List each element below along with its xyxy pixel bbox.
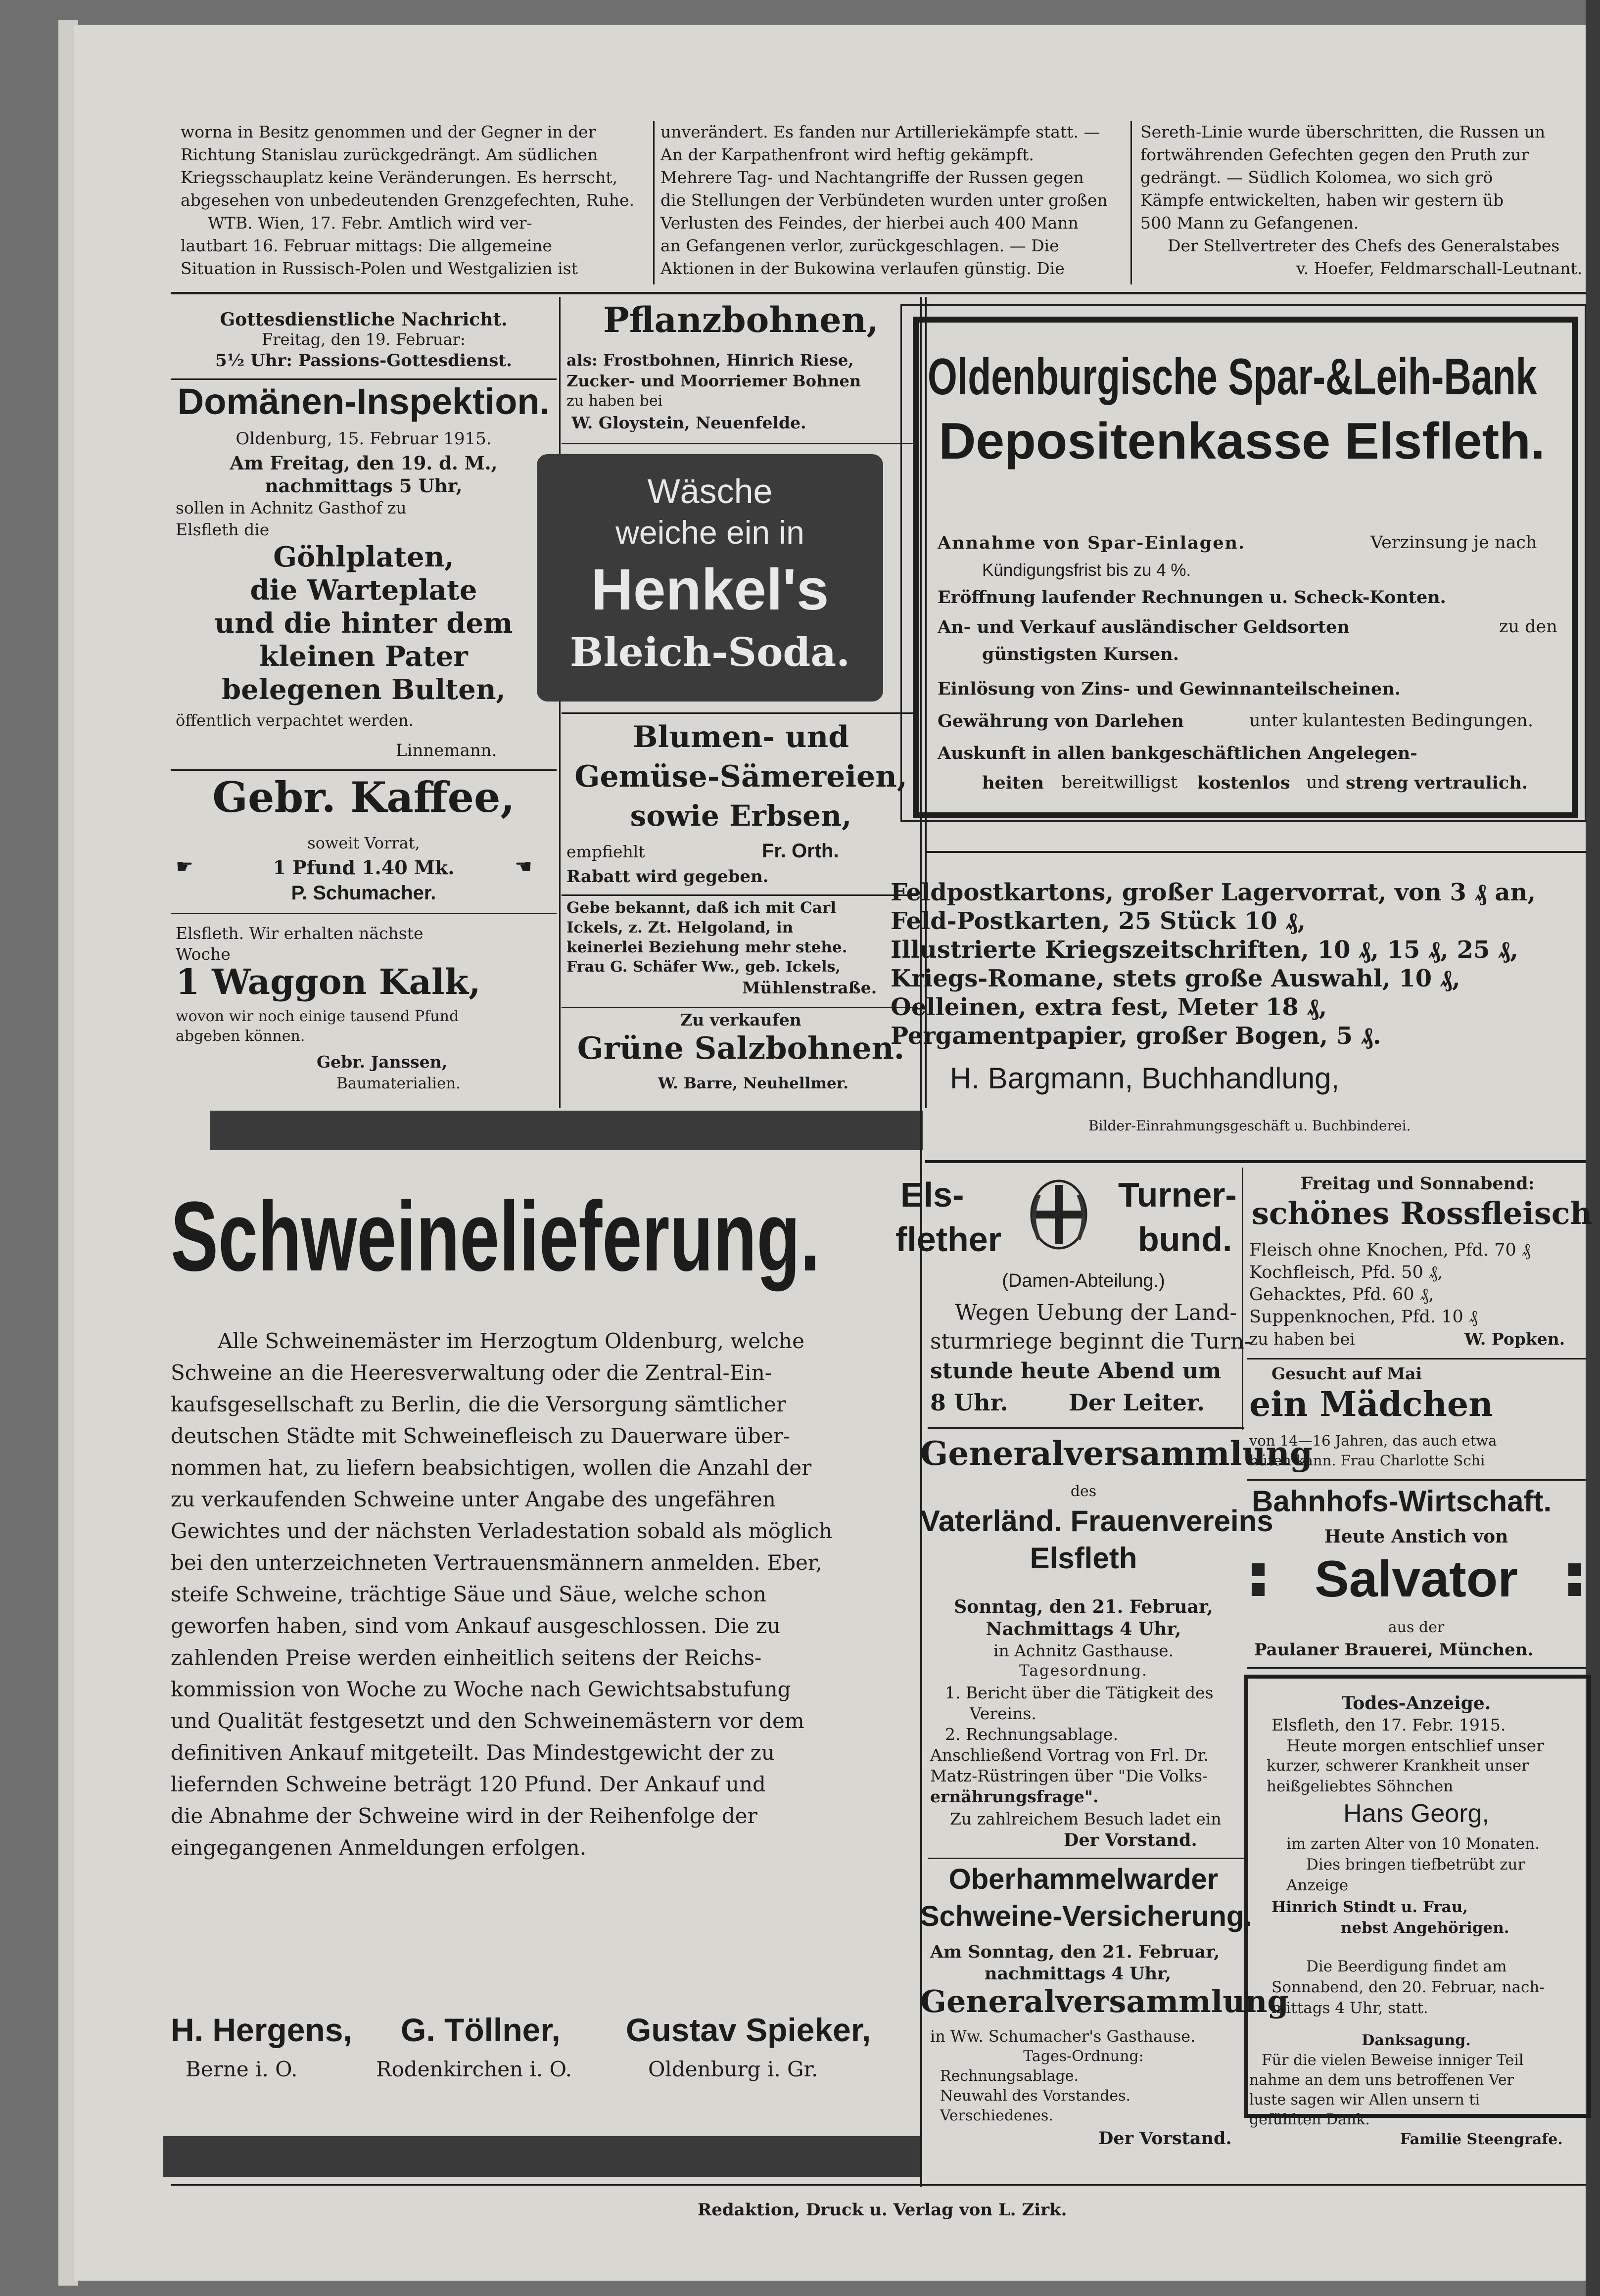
ad-text: An- und Verkauf ausländischer Geldsorten <box>938 617 1350 637</box>
ad-text: 8 Uhr. <box>930 1389 1008 1416</box>
ad-price: 1 Pfund 1.40 Mk. <box>273 856 455 879</box>
ad-text: Verzinsung je nach <box>1370 533 1537 553</box>
divider <box>925 851 1586 853</box>
news-line: fortwährenden Gefechten gegen den Pruth zur <box>1140 145 1529 164</box>
ad-text: Rechnungsablage. <box>940 2067 1079 2085</box>
ad-title: Blumen- und <box>632 720 849 754</box>
ad-title: Generalversammlung <box>920 1434 1313 1473</box>
trustee-name: G. Töllner, <box>401 2012 561 2048</box>
ad-text: Gesucht auf Mai <box>1271 1364 1422 1383</box>
ad-text: Gebe bekannt, daß ich mit Carl <box>566 899 836 917</box>
ad-title: Gebr. Kaffee, <box>212 773 515 822</box>
ad-text: Bilder-Einrahmungsgeschäft u. Buchbinderei. <box>1088 1118 1411 1134</box>
ad-text: aus der <box>1388 1619 1445 1636</box>
divider <box>171 292 1586 294</box>
news-line: Mehrere Tag- und Nachtangriffe der Russen gegen <box>660 168 1084 187</box>
ad-title: Depositenkasse Elsfleth. <box>939 413 1545 470</box>
ad-text: hüten kann. Frau Charlotte Schi <box>1249 1452 1485 1469</box>
body-line: eingegangenen Anmeldungen erfolgen. <box>171 1835 587 1860</box>
ad-title: Oldenburgische Spar-&Leih-Bank <box>928 348 1537 406</box>
ad-text: Heute Anstich von <box>1324 1526 1508 1547</box>
news-line: Der Stellvertreter des Chefs des Generalstabes <box>1168 236 1560 255</box>
ad-text: Woche <box>176 944 231 964</box>
divider <box>171 2184 1586 2186</box>
pointing-hand-icon: ☚ <box>515 855 532 878</box>
divider <box>562 894 918 896</box>
ad-title: schönes Rossfleisch <box>1252 1195 1593 1231</box>
news-line: die Stellungen der Verbündeten wurden unter großen <box>660 190 1108 210</box>
news-line: unverändert. Es fanden nur Artilleriekämpfe statt. — <box>660 122 1100 141</box>
ad-text: Paulaner Brauerei, München. <box>1254 1640 1534 1660</box>
ad-text: Gewährung von Darlehen <box>938 711 1184 731</box>
ad-text: unter kulantesten Bedingungen. <box>1249 711 1534 731</box>
ad-title: ein Mädchen <box>1249 1385 1493 1424</box>
body-line: und Qualität festgesetzt und den Schweinemästern vor dem <box>171 1709 804 1733</box>
column-rule <box>1242 1168 1243 1430</box>
ad-title: bund. <box>1138 1220 1232 1259</box>
ad-name: Hans Georg, <box>1343 1799 1489 1828</box>
body-line: Alle Schweinemäster im Herzogtum Oldenburg, welche <box>218 1329 804 1353</box>
ad-title: Gemüse-Sämereien, <box>574 759 907 794</box>
body-line: Gewichtes und der nächsten Verladestation sobald als möglich <box>171 1519 833 1543</box>
ad-text: Elsfleth, den 17. Febr. 1915. <box>1271 1715 1506 1734</box>
ad-title: Vaterländ. Frauenvereins <box>920 1504 1273 1538</box>
ad-text: Kündigungsfrist bis zu 4 %. <box>982 561 1191 580</box>
ad-text: Zucker- und Moorriemer Bohnen <box>566 372 861 390</box>
ad-text: und <box>1306 773 1340 793</box>
ad-item: Pergamentpapier, großer Bogen, 5 ₰. <box>891 1022 1381 1050</box>
ad-signature: Gebr. Janssen, <box>317 1052 448 1072</box>
ad-text: Nachmittags 4 Uhr, <box>986 1619 1181 1640</box>
news-line: An der Karpathenfront wird heftig gekämpft. <box>660 145 1034 164</box>
column-rule <box>1130 121 1132 284</box>
ad-text: luste sagen wir Allen unsern ti <box>1249 2091 1480 2109</box>
ad-text: Elsfleth. Wir erhalten nächste <box>176 924 424 943</box>
ad-title: sowie Erbsen, <box>630 799 852 833</box>
ad-text: zu haben bei <box>1249 1329 1355 1349</box>
ad-title: Todes-Anzeige. <box>1341 1693 1491 1714</box>
ad-title: Els- <box>900 1175 964 1214</box>
ad-text: Neuwahl des Vorstandes. <box>940 2087 1131 2105</box>
ad-text: abgeben können. <box>176 1028 305 1045</box>
ad-text: Verschiedenes. <box>940 2107 1053 2124</box>
body-line: zu verkaufenden Schweine unter Angabe des ungefähren <box>171 1487 776 1511</box>
divider <box>562 712 918 714</box>
ad-item: Suppenknochen, Pfd. 10 ₰ <box>1249 1307 1478 1327</box>
henkel-bleich-soda-ad <box>537 454 883 702</box>
trustee-place: Berne i. O. <box>186 2057 298 2081</box>
trustee-place: Rodenkirchen i. O. <box>376 2057 572 2081</box>
news-line: Situation in Russisch-Polen und Westgalizien ist <box>181 259 578 278</box>
ad-title: Pflanzbohnen, <box>603 299 879 340</box>
ad-text: kurzer, schwerer Krankheit unser <box>1267 1757 1529 1775</box>
ad-title: Gottesdienstliche Nachricht. <box>220 309 508 330</box>
ad-text: 1. Bericht über die Tätigkeit des <box>945 1683 1214 1702</box>
square-bullet-icon <box>1568 1583 1581 1596</box>
body-line: nommen hat, zu liefern beabsichtigen, wollen die Anzahl der <box>171 1455 812 1480</box>
ad-text: zu haben bei <box>566 392 663 410</box>
ad-item: Fleisch ohne Knochen, Pfd. 70 ₰ <box>1249 1240 1531 1260</box>
ad-brand: Henkel's <box>591 557 829 622</box>
ad-signature: Familie Steengrafe. <box>1400 2131 1563 2148</box>
body-line: definitiven Ankauf mitgeteilt. Das Mindestgewicht der zu <box>171 1740 775 1765</box>
ad-text: Rabatt wird gegeben. <box>566 867 769 887</box>
body-line: geworfen haben, sind vom Ankauf ausgeschlossen. Die zu <box>171 1614 781 1638</box>
ad-text: keinerlei Beziehung mehr stehe. <box>566 938 847 956</box>
ad-text: Vereins. <box>970 1704 1036 1723</box>
news-line: worna in Besitz genommen und der Gegner in der <box>181 122 596 141</box>
ad-title: Oberhammelwarder <box>948 1863 1219 1895</box>
ad-text: von 14—16 Jahren, das auch etwa <box>1249 1432 1497 1449</box>
ad-text: streng vertraulich. <box>1346 773 1528 793</box>
divider <box>1247 1479 1586 1481</box>
ad-title: Danksagung. <box>1362 2032 1471 2049</box>
ad-text: Freitag und Sonnabend: <box>1300 1173 1535 1194</box>
ad-title: Elsfleth <box>1030 1542 1137 1575</box>
ad-text: 5½ Uhr: Passions-Gottesdienst. <box>215 351 512 371</box>
dark-band <box>210 1111 923 1150</box>
divider <box>928 1858 1244 1859</box>
square-bullet-icon <box>1568 1563 1581 1576</box>
pointing-hand-icon: ☛ <box>176 855 193 878</box>
ad-item: Feldpostkartons, großer Lagervorrat, von 3 ₰ an, <box>891 879 1536 906</box>
ad-text: ernährungsfrage". <box>930 1787 1099 1806</box>
ad-text: Mühlenstraße. <box>742 978 877 997</box>
ad-text: Anschließend Vortrag von Frl. Dr. <box>930 1745 1209 1765</box>
body-line: deutschen Städte mit Schweinefleisch zu Dauerware über- <box>171 1424 791 1448</box>
news-line: Richtung Stanislau zurückgedrängt. Am südlichen <box>181 145 598 164</box>
ad-text: Tages-Ordnung: <box>1023 2048 1144 2065</box>
ad-text: des <box>1070 1483 1097 1500</box>
ad-headline: Göhlplaten, <box>273 541 454 573</box>
ad-text: Annahme von Spar-Einlagen. <box>938 533 1246 553</box>
ad-headline: kleinen Pater <box>259 640 468 673</box>
ad-text: Für die vielen Beweise inniger Teil <box>1262 2052 1524 2069</box>
ad-text: Wäsche <box>647 472 773 511</box>
ad-headline: und die hinter dem <box>214 607 513 640</box>
trustee-name: H. Hergens, <box>171 2012 352 2048</box>
ad-text: Am Freitag, den 19. d. M., <box>230 452 498 474</box>
ad-signature: W. Popken. <box>1464 1329 1565 1349</box>
ad-text: nahme an dem uns betroffenen Ver <box>1249 2071 1514 2089</box>
body-line: Schweine an die Heeresverwaltung oder die Zentral-Ein- <box>171 1360 772 1385</box>
divider <box>171 913 557 914</box>
body-line: kommission von Woche zu Woche nach Gewichtsabstufung <box>171 1677 791 1701</box>
divider <box>171 769 557 771</box>
ad-signature: W. Gloystein, Neuenfelde. <box>571 413 806 432</box>
ad-text: öffentlich verpachtet werden. <box>176 711 414 730</box>
ad-signature: Linnemann. <box>396 741 497 760</box>
divider <box>928 1427 1244 1429</box>
news-line: an Gefangenen verlor, zurückgeschlagen. — Die <box>660 236 1059 255</box>
ad-product: Bleich-Soda. <box>569 629 850 675</box>
ad-text: Heute morgen entschlief unser <box>1286 1736 1544 1755</box>
divider <box>562 1007 918 1008</box>
ad-text: gefühlten Dank. <box>1249 2111 1370 2128</box>
ad-text: nachmittags 4 Uhr, <box>985 1964 1172 1984</box>
column-rule <box>559 297 561 1108</box>
ad-text: (Damen-Abteilung.) <box>1002 1270 1165 1291</box>
body-line: kaufsgesellschaft zu Berlin, die die Versorgung sämtlicher <box>171 1392 786 1416</box>
ad-text: stunde heute Abend um <box>930 1359 1222 1384</box>
imprint: Redaktion, Druck u. Verlag von L. Zirk. <box>698 2200 1067 2220</box>
ad-signature: Der Vorstand. <box>1098 2128 1232 2149</box>
ad-text: bereitwilligst <box>1061 773 1177 793</box>
ad-text: mittags 4 Uhr, statt. <box>1271 1999 1428 2017</box>
news-line: gedrängt. — Südlich Kolomea, wo sich grö <box>1140 168 1493 187</box>
ad-text: weiche ein in <box>615 514 804 551</box>
ad-signature: Hinrich Stindt u. Frau, <box>1271 1898 1468 1916</box>
news-line: Aktionen in der Bukowina verlaufen günstig. Die <box>660 259 1065 278</box>
ad-text: in Ww. Schumacher's Gasthause. <box>930 2027 1196 2046</box>
ad-title: flether <box>895 1220 1001 1259</box>
divider <box>171 378 557 380</box>
ad-text: Ickels, z. Zt. Helgoland, in <box>566 919 794 937</box>
body-line: liefernden Schweine beträgt 120 Pfund. Der Ankauf und <box>171 1772 766 1796</box>
news-line: Sereth-Linie wurde überschritten, die Russen un <box>1140 122 1546 141</box>
ad-title: Turner- <box>1118 1175 1237 1214</box>
ad-headline: belegenen Bulten, <box>221 673 506 706</box>
turner-cross-emblem-icon <box>1024 1177 1093 1252</box>
ad-signature: H. Bargmann, Buchhandlung, <box>950 1062 1340 1095</box>
ad-text: Matz-Rüstringen über "Die Volks- <box>930 1766 1208 1785</box>
ad-text: Zu zahlreichem Besuch ladet ein <box>950 1809 1222 1828</box>
ad-text: Die Beerdigung findet am <box>1306 1958 1507 1975</box>
ad-text: Frau G. Schäfer Ww., geb. Ickels, <box>566 958 841 976</box>
ad-signature: P. Schumacher. <box>291 882 436 904</box>
ad-brand: Salvator <box>1315 1550 1518 1608</box>
divider <box>1247 1358 1586 1359</box>
ad-text: Dies bringen tiefbetrübt zur <box>1306 1856 1525 1874</box>
ad-text: heiten <box>982 773 1044 793</box>
column-rule <box>653 121 655 284</box>
ad-text: Sonntag, den 21. Februar, <box>954 1596 1213 1617</box>
ad-text: als: Frostbohnen, Hinrich Riese, <box>566 351 854 370</box>
body-line: die Abnahme der Schweine wird in der Reihenfolge der <box>171 1804 757 1828</box>
ad-title: Schweinelieferung. <box>171 1181 820 1292</box>
ad-text: Freitag, den 19. Februar: <box>262 330 466 349</box>
news-line: Kriegsschauplatz keine Veränderungen. Es herrscht, <box>181 168 618 187</box>
news-line: abgesehen von unbedeutenden Grenzgefechten, Ruhe. <box>181 190 635 210</box>
ad-text: heißgeliebtes Söhnchen <box>1267 1778 1454 1795</box>
ad-item: Illustrierte Kriegszeitschriften, 10 ₰, 15 ₰, 25 ₰, <box>891 936 1518 964</box>
ad-text: nachmittags 5 Uhr, <box>265 475 463 497</box>
news-line: Verlusten des Feindes, der hierbei auch 400 Mann <box>660 213 1079 233</box>
ad-text: Sonnabend, den 20. Februar, nach- <box>1271 1978 1545 1996</box>
ad-text: im zarten Alter von 10 Monaten. <box>1286 1835 1540 1853</box>
ad-text: empfiehlt <box>566 842 645 861</box>
ad-text: sollen in Achnitz Gasthof zu <box>176 498 407 517</box>
ad-signature: Der Vorstand. <box>1064 1830 1197 1850</box>
ad-item: Oelleinen, extra fest, Meter 18 ₰, <box>891 993 1327 1021</box>
ad-item: Kochfleisch, Pfd. 50 ₰, <box>1249 1263 1443 1282</box>
trustee-place: Oldenburg i. Gr. <box>648 2057 818 2081</box>
body-line: steife Schweine, trächtige Säue und Säue, welche schon <box>171 1582 766 1606</box>
ad-text: Auskunft in allen bankgeschäftlichen Angelegen- <box>938 743 1417 763</box>
news-line: 500 Mann zu Gefangenen. <box>1140 213 1359 233</box>
ad-title: Grüne Salzbohnen. <box>577 1030 905 1066</box>
ad-text: Am Sonntag, den 21. Februar, <box>930 1942 1220 1962</box>
divider <box>562 443 918 444</box>
ad-text: Eröffnung laufender Rechnungen u. Scheck-Konten. <box>938 587 1446 608</box>
body-line: bei den unterzeichneten Vertrauensmännern anmelden. Eber, <box>171 1550 822 1575</box>
ad-text: Einlösung von Zins- und Gewinnanteilscheinen. <box>938 679 1401 699</box>
ad-text: Baumaterialien. <box>336 1075 461 1092</box>
body-line: zahlenden Preise werden einheitlich seitens der Reichs- <box>171 1645 762 1670</box>
ad-text: Tagesordnung. <box>1019 1662 1148 1680</box>
ad-signature: Fr. Orth. <box>762 840 839 862</box>
ad-text: Zu verkaufen <box>680 1010 801 1030</box>
ad-item: Gehacktes, Pfd. 60 ₰, <box>1249 1285 1434 1305</box>
divider <box>1247 1667 1586 1669</box>
news-line: lautbart 16. Februar mittags: Die allgemeine <box>181 236 553 255</box>
ad-title: Schweine-Versicherung. <box>920 1900 1252 1932</box>
news-line: WTB. Wien, 17. Febr. Amtlich wird ver- <box>208 213 532 233</box>
ad-text: 2. Rechnungsablage. <box>945 1725 1119 1744</box>
ad-signature: W. Barre, Neuhellmer. <box>658 1075 849 1092</box>
ad-text: wovon wir noch einige tausend Pfund <box>176 1008 459 1025</box>
dark-band <box>163 2136 920 2177</box>
ad-text: soweit Vorrat, <box>307 834 420 852</box>
ad-title: 1 Waggon Kalk, <box>176 961 481 1002</box>
ad-title: Domänen-Inspektion. <box>177 381 550 422</box>
ad-title: Bahnhofs-Wirtschaft. <box>1252 1485 1552 1518</box>
ad-text: Elsfleth die <box>176 520 270 539</box>
news-line: Kämpfe entwickelten, haben wir gestern üb <box>1140 190 1504 210</box>
ad-text: sturmriege beginnt die Turn- <box>930 1329 1252 1354</box>
trustee-name: Gustav Spieker, <box>626 2012 871 2048</box>
ad-text: Oldenburg, 15. Februar 1915. <box>235 429 492 449</box>
ad-signature: nebst Angehörigen. <box>1341 1919 1509 1937</box>
ad-signature: Der Leiter. <box>1069 1389 1205 1416</box>
ad-headline: die Warteplate <box>250 574 477 607</box>
ad-title: Generalversammlung <box>920 1983 1289 2019</box>
ad-text: in Achnitz Gasthause. <box>993 1641 1174 1660</box>
divider <box>925 1160 1586 1163</box>
ad-text: Wegen Uebung der Land- <box>955 1300 1237 1325</box>
ad-text: kostenlos <box>1197 773 1290 793</box>
ad-text: zu den <box>1499 617 1557 637</box>
ad-item: Feld-Postkarten, 25 Stück 10 ₰, <box>891 907 1306 935</box>
news-line: v. Hoefer, Feldmarschall-Leutnant. <box>1296 259 1583 278</box>
ad-item: Kriegs-Romane, stets große Auswahl, 10 ₰, <box>891 965 1460 992</box>
ad-text: günstigsten Kursen. <box>982 644 1179 664</box>
ad-text: Anzeige <box>1286 1876 1349 1894</box>
